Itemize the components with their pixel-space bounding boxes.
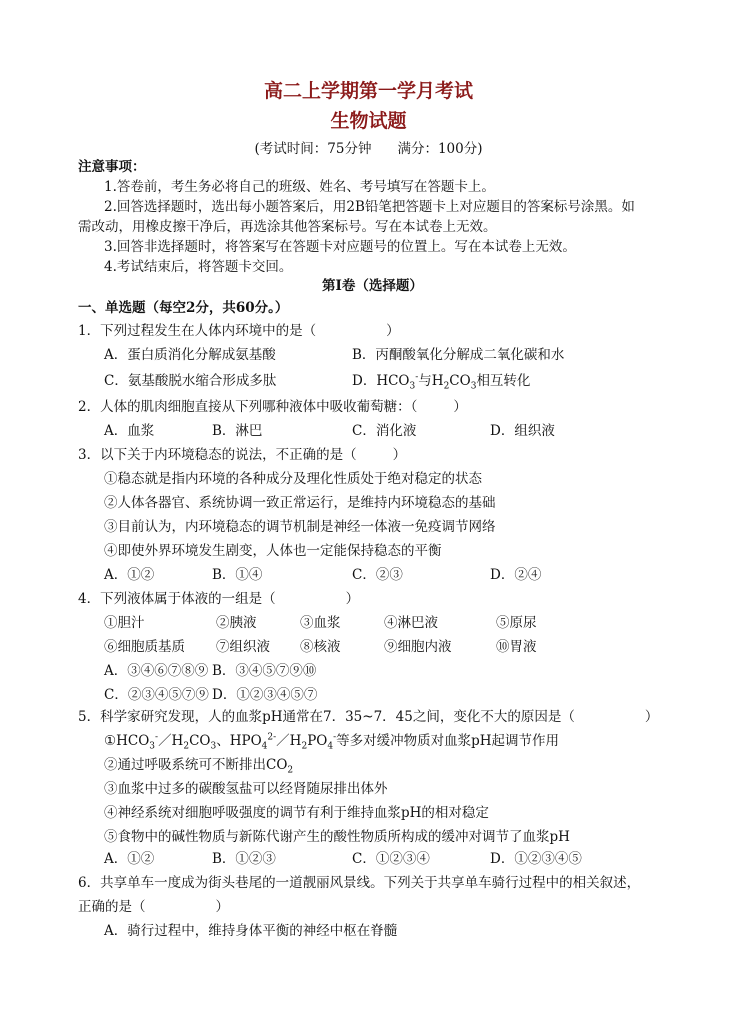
q2-option-d: D．组织液 <box>490 423 555 439</box>
q5-option-d: D．①②③④⑤ <box>490 851 582 867</box>
q4-item-5: ⑤原尿 <box>496 615 537 631</box>
q4-option-c: C．②③④⑤⑦⑨ <box>104 687 209 703</box>
q1-option-c: C．氨基酸脱水缩合形成多肽 <box>104 373 277 389</box>
exam-info <box>0 137 737 157</box>
q5-option-b: B．①②③ <box>212 851 276 867</box>
notice-item-2b: 需改动，用橡皮擦干净后，再选涂其他答案标号。写在本试卷上无效。 <box>78 219 497 235</box>
q3-statement-2: ②人体各器官、系统协调一致正常运行，是维持内环境稳态的基础 <box>104 495 496 511</box>
question-3: 3．以下关于内环境稳态的说法，不正确的是（ ） <box>78 447 407 463</box>
q4-item-1: ①胆汁 <box>104 615 145 631</box>
q4-item-2: ②胰液 <box>216 615 257 631</box>
subject-title: 生物试题 <box>330 110 407 132</box>
q4-item-4: ④淋巴液 <box>384 615 438 631</box>
q4-option-a: A．③④⑥⑦⑧⑨ <box>104 663 209 679</box>
q1-option-a: A．蛋白质消化分解成氨基酸 <box>104 347 276 363</box>
question-6-line-2: 正确的是（ ） <box>78 899 229 915</box>
q3-option-d: D．②④ <box>490 567 542 583</box>
q5-statement-4: ④神经系统对细胞呼吸强度的调节有利于维持血浆pH的相对稳定 <box>104 805 489 821</box>
notice-item-2a: 2.回答选择题时，选出每小题答案后，用2B铅笔把答题卡上对应题目的答案标号涂黑。如 <box>104 199 635 215</box>
q4-item-7: ⑦组织液 <box>216 639 270 655</box>
q5-statement-1: $①HCO_3^-/H_2CO_3$、$HPO_4^{2-}/H_2PO_4^-$等多对缓冲物质对血浆pH起调节作用 <box>104 732 560 752</box>
notice-heading: 注意事项： <box>78 159 146 175</box>
notice-item-3: 3.回答非选择题时，将答案写在答题卡对应题号的位置上。写在本试卷上无效。 <box>104 239 576 255</box>
q5-statement-2: ②通过呼吸系统可不断排出$CO_2$ <box>104 757 294 776</box>
exam-score: 满分：100分) <box>397 141 483 157</box>
q1-option-b: B．丙酮酸氧化分解成二氧化碳和水 <box>352 347 565 363</box>
q6-option-a: A．骑行过程中，维持身体平衡的神经中枢在脊髓 <box>104 923 398 939</box>
q3-option-a: A．①② <box>104 567 155 583</box>
q2-option-b: B．淋巴 <box>212 423 263 439</box>
question-6-line-1: 6．共享单车一度成为街头巷尾的一道靓丽风景线。下列关于共享单车骑行过程中的相关叙述， <box>78 875 641 891</box>
question-5: 5．科学家研究发现，人的血浆pH通常在7．35~7．45之间，变化不大的原因是（ ） <box>78 709 659 725</box>
volume-heading: 第I卷（选择题） <box>322 278 423 294</box>
q5-statement-5: ⑤食物中的碱性物质与新陈代谢产生的酸性物质所构成的缓冲对调节了血浆pH <box>104 829 570 845</box>
q5-statement-3: ③血浆中过多的碳酸氢盐可以经肾随尿排出体外 <box>104 781 388 797</box>
exam-title: 高二上学期第一学月考试 <box>263 80 473 102</box>
q4-item-8: ⑧核液 <box>300 639 341 655</box>
question-1: 1．下列过程发生在人体内环境中的是（ ） <box>78 323 400 339</box>
q3-statement-1: ①稳态就是指内环境的各种成分及理化性质处于绝对稳定的状态 <box>104 471 482 487</box>
q4-item-10: ⑩胃液 <box>496 639 537 655</box>
notice-item-4: 4.考试结束后，将答题卡交回。 <box>104 259 293 275</box>
q1-option-d: D．$HCO_3^-$与$H_2CO_3$相互转化 <box>352 372 531 392</box>
q5-option-c: C．①②③④ <box>352 851 430 867</box>
q2-option-c: C．消化液 <box>352 423 417 439</box>
q5-option-a: A．①② <box>104 851 155 867</box>
part-heading: 一、单选题（每空2分，共60分。） <box>78 300 289 316</box>
q4-item-6: ⑥细胞质基质 <box>104 639 185 655</box>
q3-option-b: B．①④ <box>212 567 263 583</box>
question-2: 2．人体的肌肉细胞直接从下列哪种液体中吸收葡萄糖：（ ） <box>78 399 467 415</box>
exam-time: (考试时间：75分钟 <box>254 141 372 157</box>
q3-statement-4: ④即使外界环境发生剧变，人体也一定能保持稳态的平衡 <box>104 543 442 559</box>
q2-option-a: A．血浆 <box>104 423 155 439</box>
q4-item-3: ③血浆 <box>300 615 341 631</box>
q3-option-c: C．②③ <box>352 567 403 583</box>
notice-item-1: 1.答卷前，考生务必将自己的班级、姓名、考号填写在答题卡上。 <box>104 179 495 195</box>
q4-option-d: D．①②③④⑤⑦ <box>212 687 318 703</box>
q3-statement-3: ③目前认为，内环境稳态的调节机制是神经一体液一免疫调节网络 <box>104 519 496 535</box>
q4-item-9: ⑨细胞内液 <box>384 639 452 655</box>
q4-option-b: B．③④⑤⑦⑨⑩ <box>212 663 317 679</box>
question-4: 4．下列液体属于体液的一组是（ ） <box>78 591 360 607</box>
